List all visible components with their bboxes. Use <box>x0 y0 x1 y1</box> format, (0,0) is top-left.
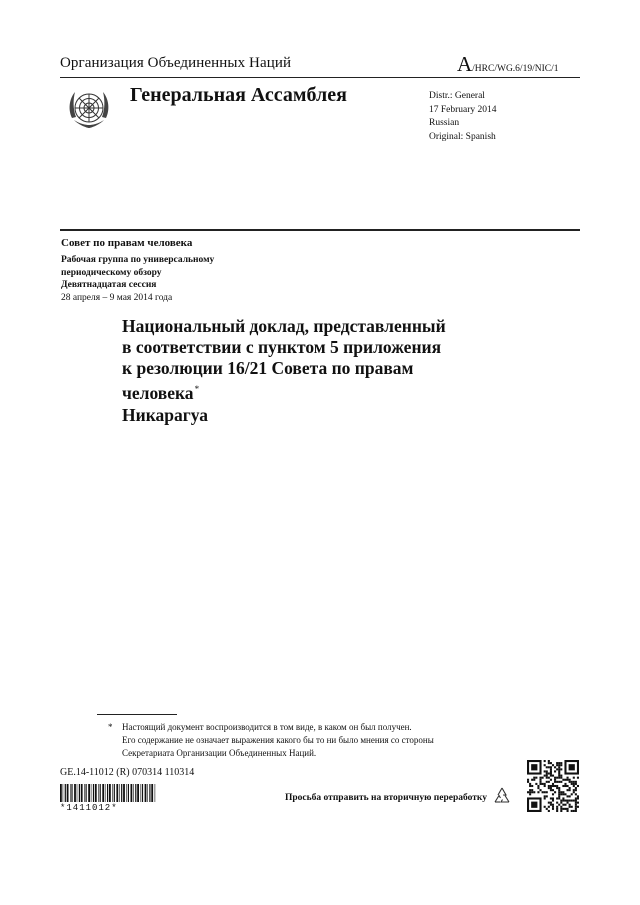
job-number: GE.14-11012 (R) 070314 110314 <box>60 767 195 778</box>
recycle-text: Просьба отправить на вторичную переработку <box>285 793 487 803</box>
header-rule <box>60 229 580 231</box>
distribution: Distr.: General <box>429 91 485 101</box>
title-line: к резолюции 16/21 Совета по правам <box>122 358 414 378</box>
working-group-line1: Рабочая группа по универсальному <box>61 255 215 265</box>
footnote-rule <box>97 714 177 715</box>
document-title <box>122 316 502 404</box>
working-group-line2: периодическому обзору <box>61 267 162 278</box>
organization-name: Организация Объединенных Наций <box>60 55 292 71</box>
qr-code-icon <box>527 760 579 812</box>
symbol-letter: A <box>457 52 473 76</box>
title-line: Национальный доклад, представленный <box>122 316 446 336</box>
symbol-code: /HRC/WG.6/19/NIC/1 <box>472 64 559 74</box>
title-line: в соответствии с пунктом 5 приложения <box>122 337 442 357</box>
footnote-mark: * <box>108 722 113 732</box>
document-symbol <box>457 52 558 77</box>
title-last-word: человека <box>122 382 194 403</box>
top-rule <box>60 77 580 78</box>
recycle-icon <box>492 786 512 806</box>
general-assembly-title: Генеральная Ассамблея <box>130 84 347 106</box>
country-name: Никарагуа <box>122 405 208 425</box>
footnote-reference: * <box>194 384 200 394</box>
barcode-text: *1411012* <box>60 803 118 813</box>
original-language: Original: Spanish <box>429 131 496 142</box>
un-emblem-icon <box>64 84 114 134</box>
footnote-line: Секретариата Организации Объединенных Наций. <box>122 748 317 758</box>
session-block <box>61 254 214 304</box>
footnote <box>108 721 508 760</box>
footnote-line: Настоящий документ воспроизводится в том виде, в каком он был получен. <box>122 722 412 732</box>
council-name: Совет по правам человека <box>61 237 193 249</box>
document-language: Russian <box>429 118 460 128</box>
document-meta <box>429 90 497 144</box>
document-date: 17 February 2014 <box>429 104 497 115</box>
footnote-line: Его содержание не означает выражения какого бы то ни было мнения со стороны <box>122 735 434 745</box>
session-name: Девятнадцатая сессия <box>61 280 157 290</box>
title-line <box>122 379 502 404</box>
session-dates: 28 апреля – 9 мая 2014 года <box>61 292 173 303</box>
